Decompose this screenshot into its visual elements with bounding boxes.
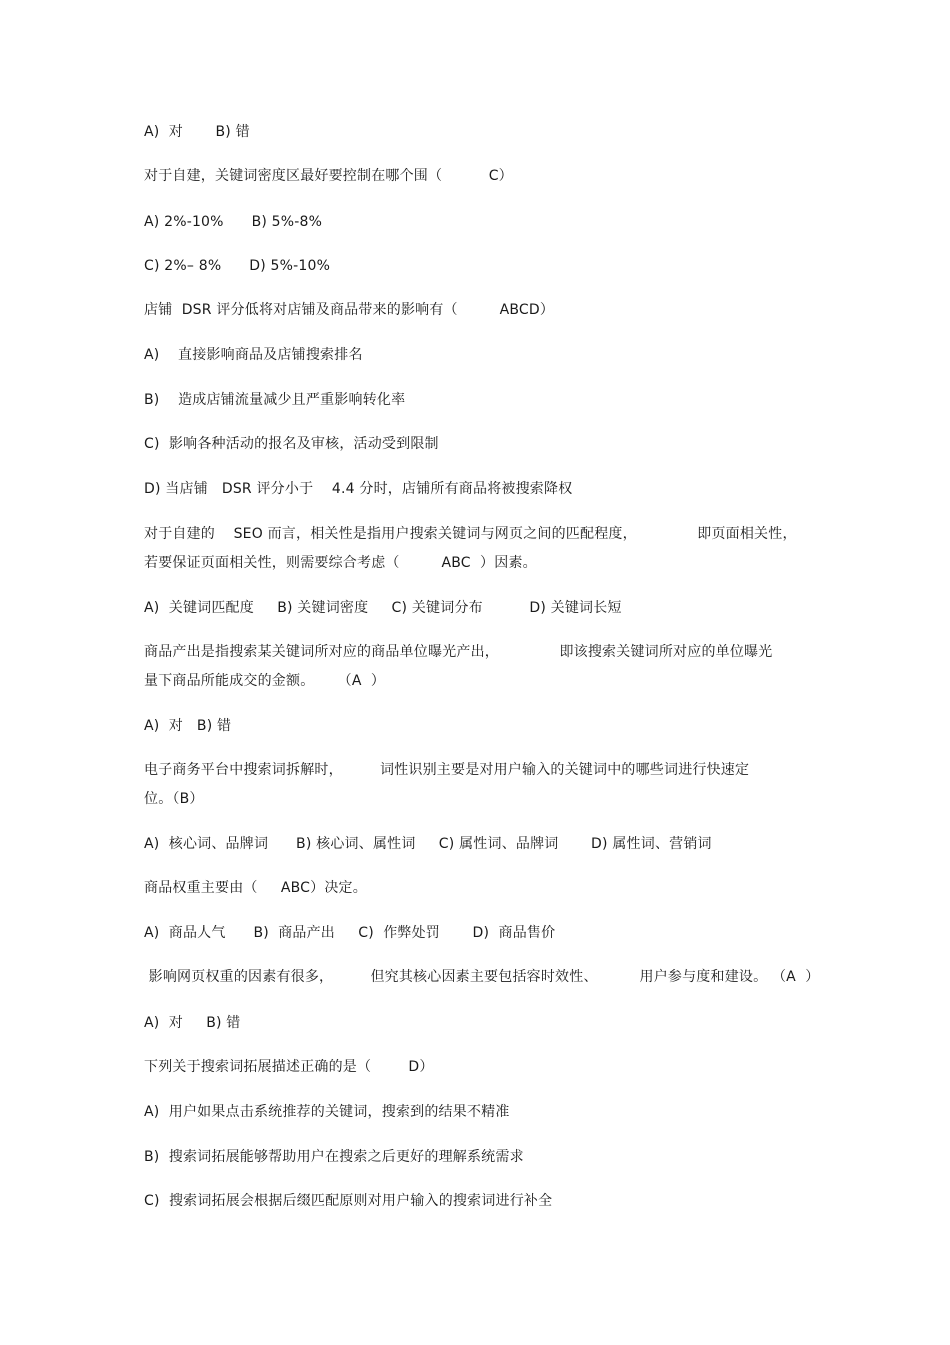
answer-option-b: B) 造成店铺流量减少且严重影响转化率 (144, 392, 406, 408)
answer-options-cd: C) 2%– 8% D) 5%-10% (144, 258, 331, 274)
question-search-term-split-cont: 位。（B） (144, 791, 204, 807)
question-seo-relevance-cont: 若要保证页面相关性，则需要综合考虑（ ABC ）因素。 (144, 555, 537, 571)
answer-options-word-types: A) 核心词、品牌词 B) 核心词、属性词 C) 属性词、品牌词 D) 属性词、营销词 (144, 836, 712, 852)
answer-option-d: D) 当店铺 DSR 评分小于 4.4 分时，店铺所有商品将被搜索降权 (144, 481, 573, 497)
answer-options-product-weight: A) 商品人气 B) 商品产出 C) 作弊处罚 D) 商品售价 (144, 925, 556, 941)
question-product-output-cont: 量下商品所能成交的金额。 （A ） (144, 673, 386, 689)
answer-option-c-2: C) 搜索词拓展会根据后缀匹配原则对用户输入的搜索词进行补全 (144, 1193, 553, 1209)
question-search-term-split: 电子商务平台中搜索词拆解时， 词性识别主要是对用户输入的关键词中的哪些词进行快速定 (144, 762, 750, 778)
question-seo-relevance: 对于自建的 SEO 而言，相关性是指用户搜索关键词与网页之间的匹配程度， 即页面相关性， (144, 526, 797, 542)
question-keyword-density: 对于自建，关键词密度区最好要控制在哪个围（ C） (144, 168, 513, 184)
answer-option-a-2: A) 用户如果点击系统推荐的关键词，搜索到的结果不精准 (144, 1104, 510, 1120)
answer-option-a: A) 直接影响商品及店铺搜索排名 (144, 347, 363, 363)
answer-options-ab: A) 2%-10% B) 5%-8% (144, 214, 323, 230)
question-dsr-impact: 店铺 DSR 评分低将对店铺及商品带来的影响有（ ABCD） (144, 302, 555, 318)
answer-options-true-false-3: A) 对 B) 错 (144, 1015, 241, 1031)
answer-options-true-false: A) 对 B) 错 (144, 124, 250, 140)
question-product-output: 商品产出是指搜索某关键词所对应的商品单位曝光产出， 即该搜索关键词所对应的单位曝光 (144, 644, 773, 660)
question-product-weight: 商品权重主要由（ ABC）决定。 (144, 880, 367, 896)
answer-options-keyword: A) 关键词匹配度 B) 关键词密度 C) 关键词分布 D) 关键词长短 (144, 600, 622, 616)
answer-options-true-false-2: A) 对 B) 错 (144, 718, 232, 734)
question-page-weight: 影响网页权重的因素有很多， 但究其核心因素主要包括容时效性、 用户参与度和建设。 （A ） (144, 969, 820, 985)
answer-option-c: C) 影响各种活动的报名及审核，活动受到限制 (144, 436, 439, 452)
answer-option-b-2: B) 搜索词拓展能够帮助用户在搜索之后更好的理解系统需求 (144, 1149, 524, 1165)
question-search-expansion: 下列关于搜索词拓展描述正确的是（ D） (144, 1059, 434, 1075)
